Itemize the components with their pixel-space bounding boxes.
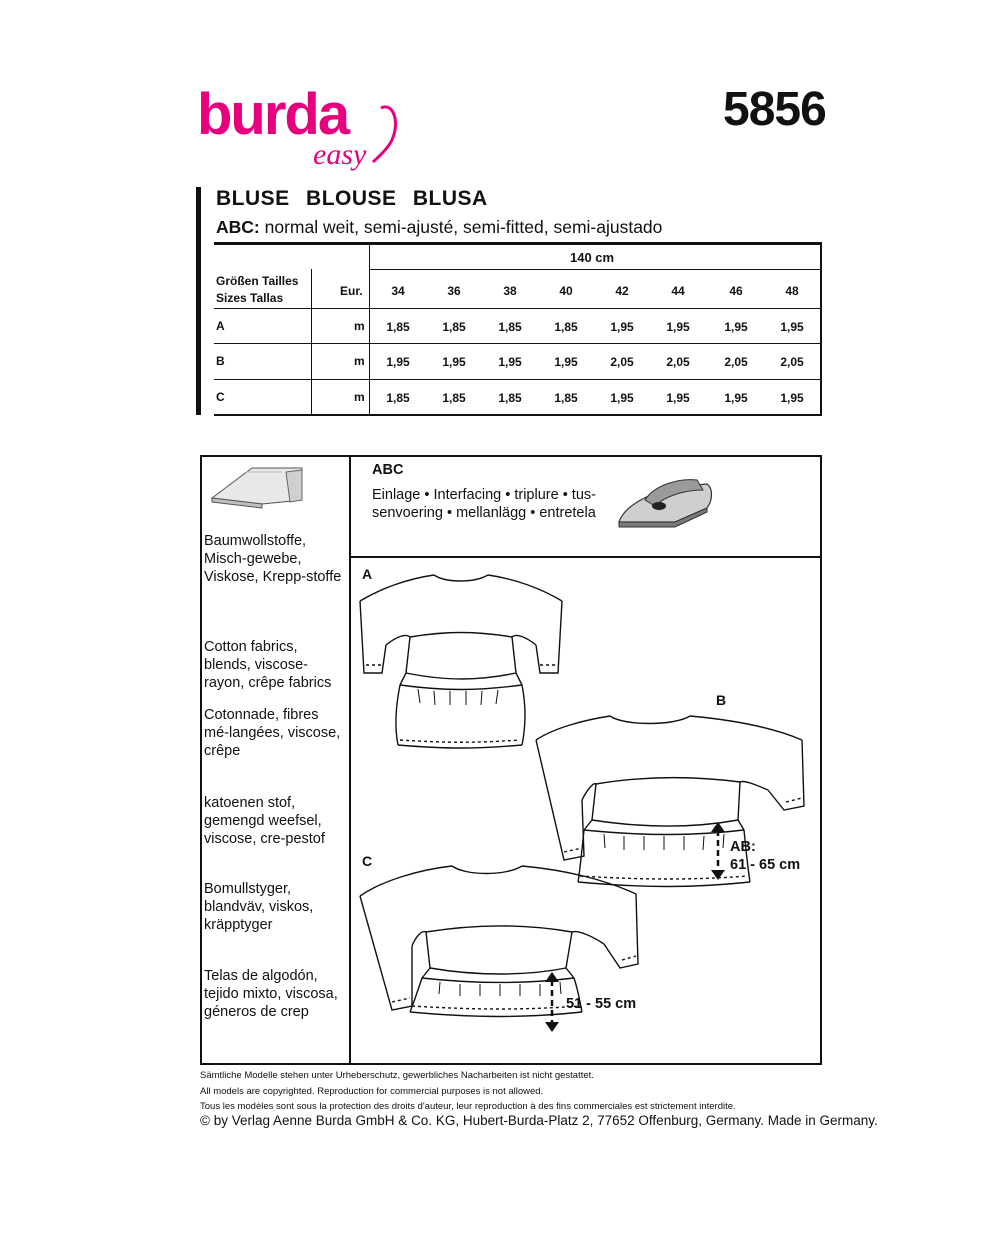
fit-text: normal weit, semi-ajusté, semi-fitted, semi-ajustado (264, 217, 663, 237)
fabric-text-sv: Bomullstyger, blandväv, viskos, kräpptyger (204, 881, 314, 933)
fit-views: ABC: (216, 217, 260, 237)
view-label-a: A (362, 566, 373, 582)
row-view-label: C (216, 390, 225, 404)
eur-label: Eur. (340, 284, 363, 298)
title-bar (196, 187, 201, 415)
column-divider (349, 455, 351, 1065)
interfacing-text: Einlage • Interfacing • triplure • tus-senvoering • mellanlägg • entretela (372, 487, 596, 521)
title-de: BLUSE (216, 187, 290, 210)
yardage-cell: 1,85 (554, 320, 578, 334)
size-table (214, 242, 822, 416)
row-view-label: A (216, 319, 225, 333)
yardage-cell: 1,95 (386, 355, 410, 369)
burda-easy-logo (195, 82, 405, 192)
row-view-label: B (216, 354, 225, 368)
yardage-cell: 1,85 (386, 320, 410, 334)
iron-icon (615, 474, 715, 532)
length-arrow-b (708, 820, 728, 882)
length-label-b (730, 838, 800, 874)
size-header: 38 (503, 284, 517, 298)
copyright-line: © by Verlag Aenne Burda GmbH & Co. KG, Hubert-Burda-Platz 2, 77652 Offenburg, Germany. Made in Germany. (200, 1113, 878, 1128)
view-label-b: B (716, 692, 727, 708)
pattern-number: 5856 (723, 83, 826, 136)
size-header: 40 (559, 284, 573, 298)
yardage-cell: 1,85 (498, 391, 522, 405)
view-label-c: C (362, 853, 373, 869)
yardage-cell: 1,95 (724, 391, 748, 405)
title-es: BLUSA (412, 187, 488, 210)
interfacing-divider (349, 556, 822, 558)
yardage-cell: 1,95 (610, 320, 634, 334)
yardage-cell: 1,85 (498, 320, 522, 334)
yardage-cell: 1,85 (386, 391, 410, 405)
yardage-cell: 2,05 (610, 355, 634, 369)
title-fr: BLOUSE (306, 187, 397, 210)
yardage-cell: 2,05 (724, 355, 748, 369)
sizes-header-line2: Sizes Tallas (216, 291, 284, 305)
yardage-cell: 2,05 (780, 355, 804, 369)
fabric-bolt-icon (206, 460, 306, 512)
garment-title (216, 187, 498, 211)
size-header: 48 (785, 284, 799, 298)
size-header: 36 (447, 284, 461, 298)
fit-description (216, 217, 662, 238)
row-unit: m (354, 354, 365, 368)
yardage-cell: 1,95 (666, 391, 690, 405)
yardage-cell: 1,95 (724, 320, 748, 334)
yardage-cell: 1,95 (666, 320, 690, 334)
fabric-text-es: Telas de algodón, tejido mixto, viscosa, géneros de crep (204, 968, 338, 1020)
fabric-text-nl: katoenen stof, gemengd weefsel, viscose, cre-pestof (204, 795, 325, 847)
yardage-cell: 1,95 (610, 391, 634, 405)
length-value-b: 61 - 65 cm (730, 857, 801, 873)
sizes-header-line1: Größen Tailles (216, 274, 299, 288)
yardage-cell: 2,05 (666, 355, 690, 369)
brand-name: burda (197, 82, 349, 147)
copyright-notice-de: Sämtliche Modelle stehen unter Urheberschutz, gewerbliches Nacharbeiten ist nicht gestattet. (200, 1070, 594, 1081)
length-label-b-prefix: AB: (730, 839, 756, 855)
brand-sub: easy (313, 138, 367, 171)
yardage-cell: 1,95 (780, 391, 804, 405)
size-header: 34 (391, 284, 405, 298)
length-arrow-c (542, 970, 562, 1034)
size-header: 46 (729, 284, 743, 298)
copyright-notice-fr: Tous les modèles sont sous la protection des droits d'auteur, leur reproduction à des fins commerciales est strictement interdite. (200, 1101, 736, 1112)
yardage-cell: 1,95 (554, 355, 578, 369)
yardage-cell: 1,85 (442, 391, 466, 405)
fabric-text-de: Baumwollstoffe, Misch-gewebe, Viskose, Krepp-stoffe (204, 533, 342, 585)
copyright-notice-en: All models are copyrighted. Reproduction for commercial purposes is not allowed. (200, 1086, 544, 1097)
length-value-c: 51 - 55 cm (566, 996, 637, 1012)
yardage-cell: 1,95 (442, 355, 466, 369)
size-header: 44 (671, 284, 685, 298)
yardage-cell: 1,95 (498, 355, 522, 369)
fabric-text-en: Cotton fabrics, blends, viscose-rayon, crêpe fabrics (204, 639, 332, 691)
row-unit: m (354, 319, 365, 333)
row-unit: m (354, 390, 365, 404)
fabric-text-fr: Cotonnade, fibres mé-langées, viscose, crêpe (204, 707, 341, 759)
size-header: 42 (615, 284, 629, 298)
yardage-cell: 1,95 (780, 320, 804, 334)
yardage-cell: 1,85 (442, 320, 466, 334)
fabric-width-label: 140 cm (570, 250, 615, 265)
yardage-cell: 1,85 (554, 391, 578, 405)
interfacing-views: ABC (372, 462, 404, 478)
